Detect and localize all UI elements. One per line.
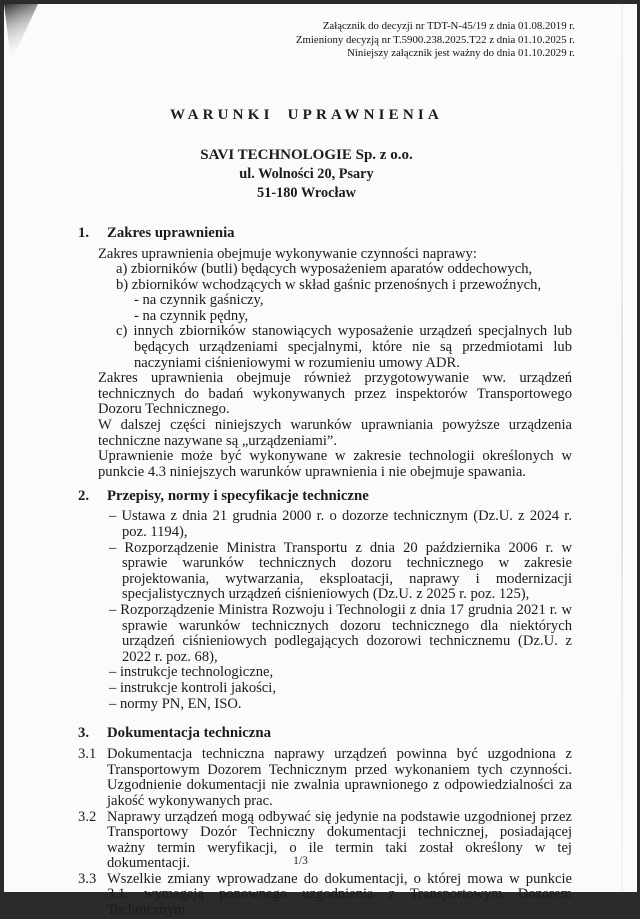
list-item: – Ustawa z dnia 21 grudnia 2000 r. o dozorze technicznym (Dz.U. z 2024 r. poz. 1194), [109,508,572,540]
section-2-heading-row [4,488,572,504]
paragraph: W dalszej części niniejszych warunków uprawniania powyższe urządzenia techniczne nazywane są „urządzeniami”. [98,417,572,449]
company-city: 51-180 Wrocław [257,184,356,201]
title-block [4,107,609,203]
section-3-heading: Dokumentacja techniczna [107,725,271,742]
section-2-list [98,509,572,712]
section-1 [4,225,572,481]
list-item-c: c) innych zbiorników stanowiących wyposażenie urządzeń specjalnych lub będących urządzeniami specjalnymi, które nie są przedmiotami lub naczyniami ciśnieniowymi w rozumieniu umowy ADR. [116,323,572,371]
paragraph: Zakres uprawnienia obejmuje wykonywanie czynności naprawy: [98,245,477,262]
paragraph: Zakres uprawnienia obejmuje również przygotowywanie ww. urządzeń technicznych do badań wykonywanych przez inspektorów Transportowego Dozoru Technicznego. [98,370,572,418]
list-item: – Rozporządzenie Ministra Transportu z dnia 20 października 2006 r. w sprawie warunków technicznych dozoru technicznego w zakresie projektowania, wytwarzania, eksploatacji, naprawy i modernizacji specjalistycznych urządzeń ciśnieniowych (Dz.U. z 2025 r. poz. 125), [109,539,572,603]
header-note-line: Załącznik do decyzji nr TDT-N-45/19 z dnia 01.08.2019 r. [322,20,575,32]
section-1-heading: Zakres uprawnienia [107,224,235,241]
header-note-line: Zmieniony decyzją nr T.5900.238.2025.T22 z dnia 01.10.2025 r. [295,33,575,46]
list-item-a: a) zbiorników (butli) będących wyposażeniem aparatów oddechowych, [116,261,533,278]
company-name: SAVI TECHNOLOGIE Sp. z o.o. [200,146,413,163]
paragraph: Uprawnienie może być wykonywane w zakresie technologii określonych w punkcie 4.3 niniejszych warunków uprawnienia i nie obejmuje spawania. [98,448,572,480]
header-annotations [4,4,575,61]
section-2-number: 2. [78,488,90,505]
list-item-b: b) zbiorników wchodzących w skład gaśnic przenośnych i przewoźnych, [116,276,542,293]
numbered-item [78,746,572,809]
item-number: 3.2 [78,808,97,825]
list-subitem: - na czynnik gaśniczy, [134,292,264,309]
list-item: – normy PN, EN, ISO. [109,695,242,712]
page-number: 1/3 [293,855,308,867]
company-block [4,146,609,203]
item-text: Wszelkie zmiany wprowadzane do dokumentacji, o której mowa w punkcie 3.1. wymagają ponownego uzgodnienia z Transportowym Dozorem Technicznym. [107,870,572,919]
section-2 [4,488,572,712]
section-2-heading: Przepisy, normy i specyfikacje techniczne [107,488,369,505]
section-3-number: 3. [78,725,90,742]
item-text: Dokumentacja techniczna naprawy urządzeń powinna być uzgodniona z Transportowym Dozorem Technicznym przed wykonaniem tych czynności. Uzgodnienie dokumentacji nie zwalnia uprawnionego z odpowiedzialności za jakość wykonywanych prac. [107,746,572,809]
item-number: 3.1 [78,746,97,763]
document-page [4,4,637,919]
document-title: WARUNKI UPRAWNIENIA [170,106,443,123]
header-note-line: Niniejszy załącznik jest ważny do dnia 01.10.2029 r. [347,47,575,59]
section-3-items [4,747,572,919]
list-item: – instrukcje technologiczne, [109,664,274,681]
company-street: ul. Wolności 20, Psary [239,165,374,182]
section-3 [4,725,572,919]
item-number: 3.3 [78,870,97,887]
list-item: – Rozporządzenie Ministra Rozwoju i Technologii z dnia 17 grudnia 2021 r. w sprawie warunków technicznych dozoru technicznego dla niektórych urządzeń ciśnieniowych podlegających dozorowi technicznemu (Dz.U. z 2022 r. poz. 68), [109,601,572,665]
list-subitem: - na czynnik pędny, [134,307,249,324]
scan-artifact-line [621,4,623,892]
section-3-heading-row [4,725,572,741]
section-1-heading-row [4,225,572,241]
item-text: Naprawy urządzeń mogą odbywać się jedynie na podstawie uzgodnionej przez Transportowy Dozór Techniczny dokumentacji technicznej, posiadającej ważny termin weryfikacji, o ile termin taki został określony w tej dokumentacji. [107,808,572,872]
numbered-item [78,870,572,919]
section-1-body [98,247,572,481]
list-item: – instrukcje kontroli jakości, [109,679,276,696]
section-1-number: 1. [78,224,90,241]
